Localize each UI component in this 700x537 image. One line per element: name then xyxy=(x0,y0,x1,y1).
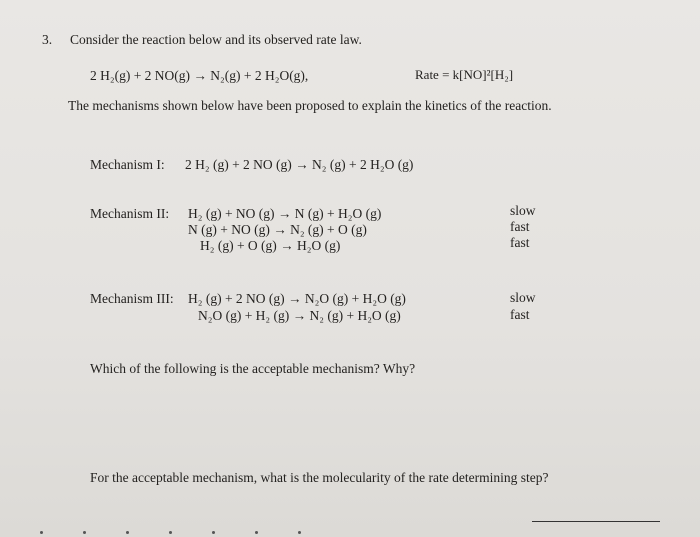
answer-blank-line xyxy=(532,521,660,522)
question-molecularity: For the acceptable mechanism, what is the molecularity of the rate determining step? xyxy=(90,470,549,485)
rate-law: Rate = k[NO]²[H₂] xyxy=(415,67,514,82)
mechanism-2-step-1: H₂ (g) + NO (g) → N (g) + H₂O (g) xyxy=(188,206,382,221)
mechanisms-intro: The mechanisms shown below have been proposed to explain the kinetics of the reaction. xyxy=(68,98,552,113)
mechanism-3-label: Mechanism III: xyxy=(90,291,174,306)
mechanism-2-step-2: N (g) + NO (g) → N₂ (g) + O (g) xyxy=(188,222,367,237)
mechanism-2-step-1-rate: slow xyxy=(510,203,536,218)
mechanism-1-label: Mechanism I: xyxy=(90,157,165,172)
mechanism-3-step-1: H₂ (g) + 2 NO (g) → N₂O (g) + H₂O (g) xyxy=(188,291,406,306)
mechanism-2-label: Mechanism II: xyxy=(90,206,170,221)
overall-reaction: 2 H₂(g) + 2 NO(g) → N₂(g) + 2 H₂O(g), xyxy=(90,68,309,83)
mechanism-1-step-1: 2 H₂ (g) + 2 NO (g) → N₂ (g) + 2 H₂O (g) xyxy=(185,157,414,172)
mechanism-3-step-1-rate: slow xyxy=(510,290,536,305)
question-prompt: Consider the reaction below and its observed rate law. xyxy=(70,32,362,47)
mechanism-3-step-2: N₂O (g) + H₂ (g) → N₂ (g) + H₂O (g) xyxy=(198,308,401,323)
mechanism-2-step-2-rate: fast xyxy=(510,219,530,234)
mechanism-2-step-3: H₂ (g) + O (g) → H₂O (g) xyxy=(200,238,341,253)
mechanism-2-step-3-rate: fast xyxy=(510,235,530,250)
question-which-mechanism: Which of the following is the acceptable mechanism? Why? xyxy=(90,361,416,376)
mechanism-3-step-2-rate: fast xyxy=(510,307,530,322)
cutoff-text-fragment xyxy=(40,531,660,537)
question-number: 3. xyxy=(42,32,53,47)
